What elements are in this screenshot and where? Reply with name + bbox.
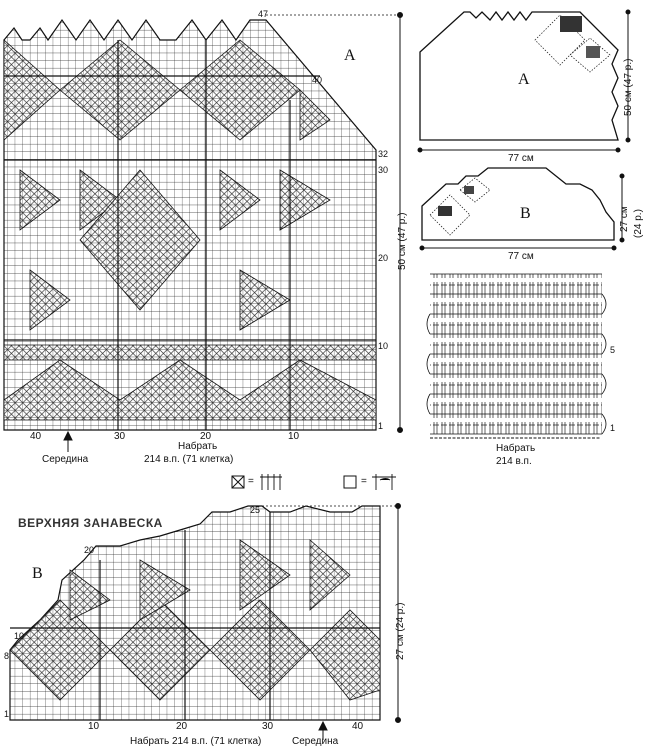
- schema-a-height: 50 см (47 р.): [623, 58, 634, 116]
- stitch-row-5: 5: [610, 345, 616, 355]
- stitch-diagram: [427, 274, 606, 438]
- chart-b-row-10: 10: [14, 631, 25, 641]
- chart-b-row-25: 25: [250, 505, 261, 515]
- schema-b-dark-cells: [438, 206, 452, 216]
- stitch-row-1: 1: [610, 423, 616, 433]
- chart-a-row-30: 30: [378, 165, 389, 175]
- chart-a-row-32: 32: [378, 149, 389, 159]
- chart-a-row-47: 47: [258, 9, 269, 19]
- chart-a-col-40: 40: [30, 431, 42, 442]
- legend: [232, 474, 396, 490]
- chart-b-row-8: 8: [4, 651, 10, 661]
- schema-a-dark-cells: [560, 16, 582, 32]
- chart-a: [4, 13, 403, 453]
- chart-a-row-1: 1: [378, 421, 384, 431]
- legend-empty-stitch-icon: [372, 474, 396, 490]
- chart-b-section-title: ВЕРХНЯЯ ЗАНАВЕСКА: [18, 516, 163, 530]
- schema-b-label: B: [520, 205, 531, 222]
- chart-a-middle: Середина: [42, 454, 89, 465]
- schema-a-width-dim: [418, 148, 620, 152]
- legend-eq-1: =: [248, 476, 254, 487]
- schema-b-width: 77 см: [508, 251, 534, 262]
- legend-x-square-icon: [232, 476, 244, 488]
- chart-b-row-20: 20: [84, 545, 95, 555]
- schema-b-height-2: (24 р.): [633, 209, 644, 238]
- chart-a-cast-on-2: 214 в.п. (71 клетка): [144, 454, 234, 465]
- legend-empty-square-icon: [344, 476, 356, 488]
- schema-b-outline: [422, 168, 614, 240]
- schema-a-width: 77 см: [508, 153, 534, 164]
- chart-b-col-10: 10: [88, 721, 100, 732]
- chart-a-col-10: 10: [288, 431, 300, 442]
- stitch-cast-on-2: 214 в.п.: [496, 456, 532, 467]
- chart-b-label: B: [32, 565, 43, 582]
- chart-b-row-1: 1: [4, 709, 10, 719]
- chart-a-label: A: [344, 47, 356, 64]
- chart-a-cast-on-1: Набрать: [178, 441, 218, 452]
- chart-a-col-30: 30: [114, 431, 126, 442]
- schema-b-height-1: 27 см: [619, 206, 630, 232]
- chart-a-row-20: 20: [378, 253, 389, 263]
- chart-a-col-20: 20: [200, 431, 212, 442]
- chart-b: [10, 504, 401, 741]
- chart-b-col-40: 40: [352, 721, 364, 732]
- chart-b-col-20: 20: [176, 721, 188, 732]
- legend-x-stitch-icon: [260, 474, 282, 490]
- schema-a-label: A: [518, 71, 530, 88]
- chart-a-row-10: 10: [378, 341, 389, 351]
- legend-eq-2: =: [361, 476, 367, 487]
- middle-arrow-icon: [64, 432, 72, 452]
- chart-a-height: 50 см (47 р.): [397, 212, 408, 270]
- chart-b-height: 27 см (24 р.): [395, 602, 406, 660]
- chart-b-col-30: 30: [262, 721, 274, 732]
- schema-b-width-dim: [420, 246, 616, 250]
- chart-b-middle: Середина: [292, 736, 339, 747]
- stitch-cast-on-1: Набрать: [496, 443, 536, 454]
- chart-b-cast-on: Набрать 214 в.п. (71 клетка): [130, 736, 262, 747]
- chart-a-row-40: 40: [312, 75, 323, 85]
